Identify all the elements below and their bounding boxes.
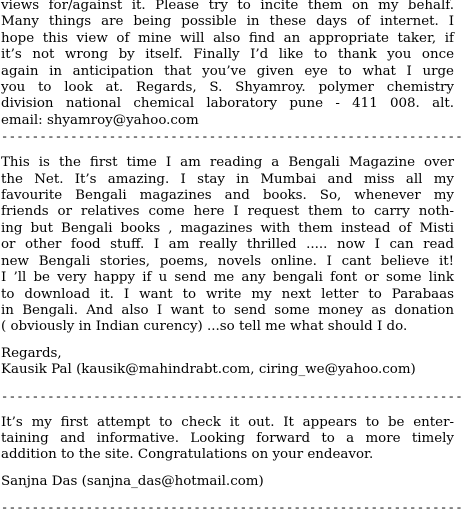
separator-rule: ------------------------------------------------------------ bbox=[1, 389, 463, 404]
letters-page bbox=[1, 0, 463, 516]
text-line: ( obviously in Indian curency) ...so tell me what should I do. bbox=[1, 319, 408, 335]
text-line: favourite Bengali magazines and books. So, whenever my bbox=[1, 188, 454, 204]
text-line: taining and informative. Looking forward to a more timely bbox=[1, 430, 454, 446]
text-line: you to look at. Regards, S. Shyamroy. polymer chemistry bbox=[1, 80, 454, 96]
text-line: division national chemical laboratory pune - 411 008. alt. bbox=[1, 96, 454, 112]
text-line: email: shyamroy@yahoo.com bbox=[1, 112, 199, 128]
text-line: to download it. I want to write my next letter to Parabaas bbox=[1, 286, 454, 302]
text-line: hope this view of mine will also find an appropriate taker, if bbox=[1, 30, 454, 46]
signature: Sanjna Das (sanjna_das@hotmail.com) bbox=[1, 473, 264, 489]
text-line: or other food stuff. I am really thrilled ..... now I can read bbox=[1, 237, 454, 253]
text-line: views for/against it. Please try to incite them on my behalf. bbox=[1, 0, 454, 13]
text-line: ing but Bengali books , magazines with them instead of Misti bbox=[1, 220, 454, 236]
signoff: Regards, bbox=[1, 345, 62, 361]
separator-rule: ------------------------------------------------------------ bbox=[1, 501, 463, 516]
signature: Kausik Pal (kausik@mahindrabt.com, ciring_we@yahoo.com) bbox=[1, 362, 416, 378]
text-line: Many things are being possible in these days of internet. I bbox=[1, 14, 454, 30]
text-line: addition to the site. Congratulations on your endeavor. bbox=[1, 447, 374, 463]
text-line: friends or relatives come here I request them to carry noth- bbox=[1, 204, 454, 220]
text-line: I ’ll be very happy if u send me any bengali font or some link bbox=[1, 270, 454, 286]
letter-kausik-pal bbox=[1, 155, 454, 378]
text-line: the Net. It’s amazing. I stay in Mumbai and miss all my bbox=[1, 171, 454, 187]
text-line: new Bengali stories, poems, novels online. I cant believe it! bbox=[1, 253, 454, 269]
text-line: in Bengali. And also I want to send some money as donation bbox=[1, 302, 454, 318]
text-line: This is the first time I am reading a Bengali Magazine over bbox=[1, 155, 454, 171]
separator-rule: ------------------------------------------------------------ bbox=[1, 130, 463, 145]
text-line: it’s not wrong by itself. Finally I’d like to thank you once bbox=[1, 47, 454, 63]
text-line: again in anticipation that you’ve given eye to what I urge bbox=[1, 63, 454, 79]
letter-shyamroy-tail bbox=[1, 0, 454, 129]
text-line: It’s my first attempt to check it out. It appears to be enter- bbox=[1, 414, 454, 430]
letter-sanjna-das bbox=[1, 415, 454, 491]
